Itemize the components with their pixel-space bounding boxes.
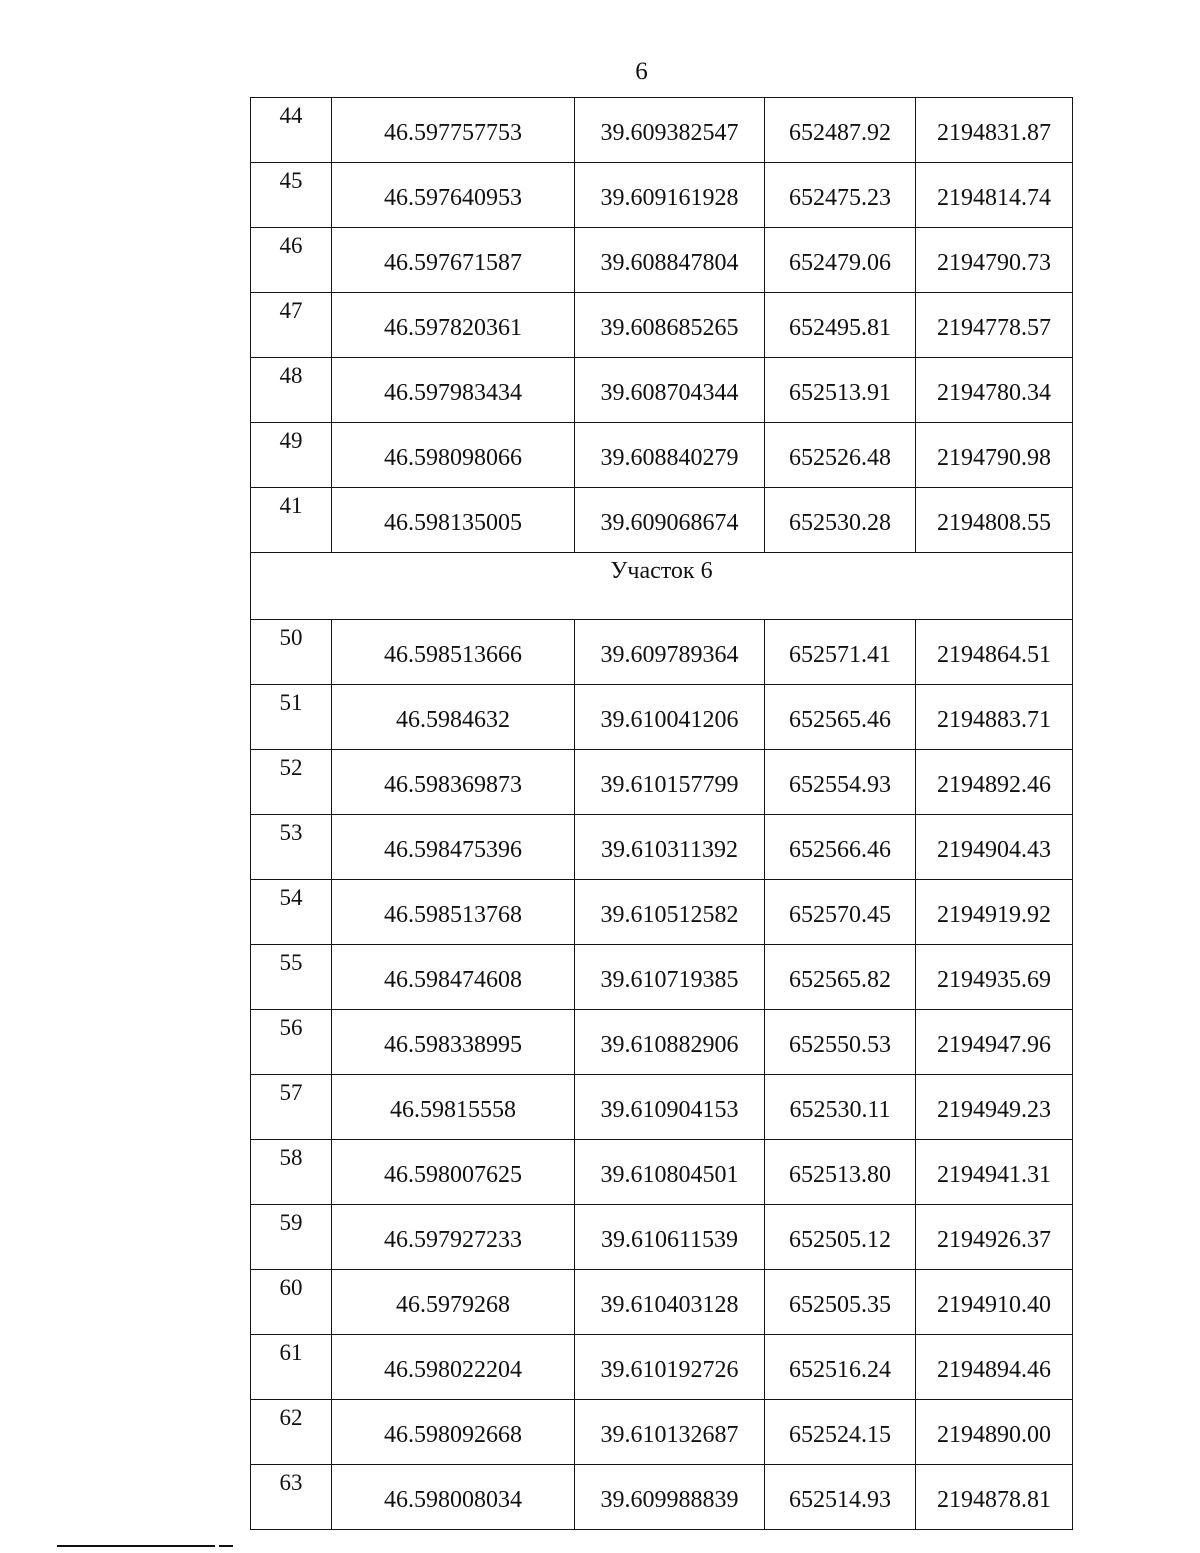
x-coordinate-cell: 652530.28 xyxy=(765,488,916,553)
y-coordinate-cell: 2194780.34 xyxy=(916,358,1073,423)
latitude-cell: 46.598135005 xyxy=(332,488,575,553)
x-coordinate-cell: 652495.81 xyxy=(765,293,916,358)
table-row xyxy=(251,815,1073,880)
latitude-cell: 46.598475396 xyxy=(332,815,575,880)
latitude-cell: 46.598369873 xyxy=(332,750,575,815)
y-coordinate-cell: 2194894.46 xyxy=(916,1335,1073,1400)
y-coordinate-cell: 2194883.71 xyxy=(916,685,1073,750)
y-coordinate-cell: 2194814.74 xyxy=(916,163,1073,228)
table-row xyxy=(251,1335,1073,1400)
table-row xyxy=(251,750,1073,815)
section-row xyxy=(251,553,1073,620)
point-number-cell: 55 xyxy=(251,945,332,1010)
point-number-cell: 56 xyxy=(251,1010,332,1075)
table-row xyxy=(251,98,1073,163)
footnote-separator-tail xyxy=(219,1545,233,1547)
longitude-cell: 39.608685265 xyxy=(575,293,765,358)
point-number-cell: 46 xyxy=(251,228,332,293)
y-coordinate-cell: 2194790.98 xyxy=(916,423,1073,488)
table-row xyxy=(251,163,1073,228)
table-row xyxy=(251,880,1073,945)
point-number-cell: 49 xyxy=(251,423,332,488)
x-coordinate-cell: 652565.82 xyxy=(765,945,916,1010)
point-number-cell: 63 xyxy=(251,1465,332,1530)
table-row xyxy=(251,228,1073,293)
latitude-cell: 46.597927233 xyxy=(332,1205,575,1270)
point-number-cell: 41 xyxy=(251,488,332,553)
longitude-cell: 39.610311392 xyxy=(575,815,765,880)
y-coordinate-cell: 2194831.87 xyxy=(916,98,1073,163)
y-coordinate-cell: 2194778.57 xyxy=(916,293,1073,358)
table-row xyxy=(251,1075,1073,1140)
y-coordinate-cell: 2194941.31 xyxy=(916,1140,1073,1205)
table-section-header xyxy=(251,553,1073,620)
x-coordinate-cell: 652516.24 xyxy=(765,1335,916,1400)
point-number-cell: 62 xyxy=(251,1400,332,1465)
x-coordinate-cell: 652566.46 xyxy=(765,815,916,880)
latitude-cell: 46.598022204 xyxy=(332,1335,575,1400)
latitude-cell: 46.598007625 xyxy=(332,1140,575,1205)
longitude-cell: 39.610157799 xyxy=(575,750,765,815)
x-coordinate-cell: 652524.15 xyxy=(765,1400,916,1465)
point-number-cell: 59 xyxy=(251,1205,332,1270)
point-number-cell: 44 xyxy=(251,98,332,163)
y-coordinate-cell: 2194904.43 xyxy=(916,815,1073,880)
y-coordinate-cell: 2194919.92 xyxy=(916,880,1073,945)
longitude-cell: 39.610719385 xyxy=(575,945,765,1010)
table-body-part-b xyxy=(251,620,1073,1530)
point-number-cell: 52 xyxy=(251,750,332,815)
latitude-cell: 46.597671587 xyxy=(332,228,575,293)
table-body-part-a xyxy=(251,98,1073,553)
table-row xyxy=(251,423,1073,488)
point-number-cell: 47 xyxy=(251,293,332,358)
x-coordinate-cell: 652479.06 xyxy=(765,228,916,293)
longitude-cell: 39.610192726 xyxy=(575,1335,765,1400)
point-number-cell: 53 xyxy=(251,815,332,880)
y-coordinate-cell: 2194910.40 xyxy=(916,1270,1073,1335)
latitude-cell: 46.59815558 xyxy=(332,1075,575,1140)
latitude-cell: 46.597820361 xyxy=(332,293,575,358)
table-row xyxy=(251,488,1073,553)
latitude-cell: 46.598513666 xyxy=(332,620,575,685)
longitude-cell: 39.610882906 xyxy=(575,1010,765,1075)
x-coordinate-cell: 652514.93 xyxy=(765,1465,916,1530)
x-coordinate-cell: 652526.48 xyxy=(765,423,916,488)
x-coordinate-cell: 652571.41 xyxy=(765,620,916,685)
point-number-cell: 50 xyxy=(251,620,332,685)
point-number-cell: 54 xyxy=(251,880,332,945)
table-row xyxy=(251,1270,1073,1335)
x-coordinate-cell: 652513.80 xyxy=(765,1140,916,1205)
x-coordinate-cell: 652475.23 xyxy=(765,163,916,228)
point-number-cell: 51 xyxy=(251,685,332,750)
longitude-cell: 39.610804501 xyxy=(575,1140,765,1205)
y-coordinate-cell: 2194926.37 xyxy=(916,1205,1073,1270)
y-coordinate-cell: 2194808.55 xyxy=(916,488,1073,553)
point-number-cell: 60 xyxy=(251,1270,332,1335)
longitude-cell: 39.610512582 xyxy=(575,880,765,945)
latitude-cell: 46.598008034 xyxy=(332,1465,575,1530)
page-number: 6 xyxy=(635,58,648,85)
table-row xyxy=(251,1205,1073,1270)
y-coordinate-cell: 2194947.96 xyxy=(916,1010,1073,1075)
longitude-cell: 39.610132687 xyxy=(575,1400,765,1465)
longitude-cell: 39.609161928 xyxy=(575,163,765,228)
table-row xyxy=(251,1465,1073,1530)
latitude-cell: 46.598092668 xyxy=(332,1400,575,1465)
longitude-cell: 39.610403128 xyxy=(575,1270,765,1335)
longitude-cell: 39.608840279 xyxy=(575,423,765,488)
longitude-cell: 39.609789364 xyxy=(575,620,765,685)
latitude-cell: 46.598474608 xyxy=(332,945,575,1010)
x-coordinate-cell: 652530.11 xyxy=(765,1075,916,1140)
latitude-cell: 46.597983434 xyxy=(332,358,575,423)
footnote-separator xyxy=(57,1545,215,1547)
longitude-cell: 39.608704344 xyxy=(575,358,765,423)
latitude-cell: 46.598513768 xyxy=(332,880,575,945)
table-row xyxy=(251,685,1073,750)
table-row xyxy=(251,620,1073,685)
x-coordinate-cell: 652554.93 xyxy=(765,750,916,815)
y-coordinate-cell: 2194864.51 xyxy=(916,620,1073,685)
table-row xyxy=(251,1010,1073,1075)
y-coordinate-cell: 2194790.73 xyxy=(916,228,1073,293)
table-row xyxy=(251,1400,1073,1465)
y-coordinate-cell: 2194935.69 xyxy=(916,945,1073,1010)
longitude-cell: 39.609382547 xyxy=(575,98,765,163)
longitude-cell: 39.610041206 xyxy=(575,685,765,750)
table-row xyxy=(251,293,1073,358)
x-coordinate-cell: 652570.45 xyxy=(765,880,916,945)
longitude-cell: 39.609068674 xyxy=(575,488,765,553)
y-coordinate-cell: 2194890.00 xyxy=(916,1400,1073,1465)
x-coordinate-cell: 652565.46 xyxy=(765,685,916,750)
longitude-cell: 39.608847804 xyxy=(575,228,765,293)
longitude-cell: 39.610904153 xyxy=(575,1075,765,1140)
coordinates-table xyxy=(250,97,1073,1530)
table-row xyxy=(251,358,1073,423)
table-row xyxy=(251,1140,1073,1205)
point-number-cell: 48 xyxy=(251,358,332,423)
latitude-cell: 46.598338995 xyxy=(332,1010,575,1075)
point-number-cell: 45 xyxy=(251,163,332,228)
x-coordinate-cell: 652487.92 xyxy=(765,98,916,163)
latitude-cell: 46.597757753 xyxy=(332,98,575,163)
longitude-cell: 39.610611539 xyxy=(575,1205,765,1270)
point-number-cell: 57 xyxy=(251,1075,332,1140)
x-coordinate-cell: 652505.35 xyxy=(765,1270,916,1335)
y-coordinate-cell: 2194878.81 xyxy=(916,1465,1073,1530)
latitude-cell: 46.597640953 xyxy=(332,163,575,228)
x-coordinate-cell: 652505.12 xyxy=(765,1205,916,1270)
point-number-cell: 58 xyxy=(251,1140,332,1205)
section-title: Участок 6 xyxy=(251,553,1073,620)
y-coordinate-cell: 2194949.23 xyxy=(916,1075,1073,1140)
x-coordinate-cell: 652550.53 xyxy=(765,1010,916,1075)
latitude-cell: 46.5984632 xyxy=(332,685,575,750)
y-coordinate-cell: 2194892.46 xyxy=(916,750,1073,815)
latitude-cell: 46.5979268 xyxy=(332,1270,575,1335)
table-row xyxy=(251,945,1073,1010)
point-number-cell: 61 xyxy=(251,1335,332,1400)
latitude-cell: 46.598098066 xyxy=(332,423,575,488)
longitude-cell: 39.609988839 xyxy=(575,1465,765,1530)
x-coordinate-cell: 652513.91 xyxy=(765,358,916,423)
